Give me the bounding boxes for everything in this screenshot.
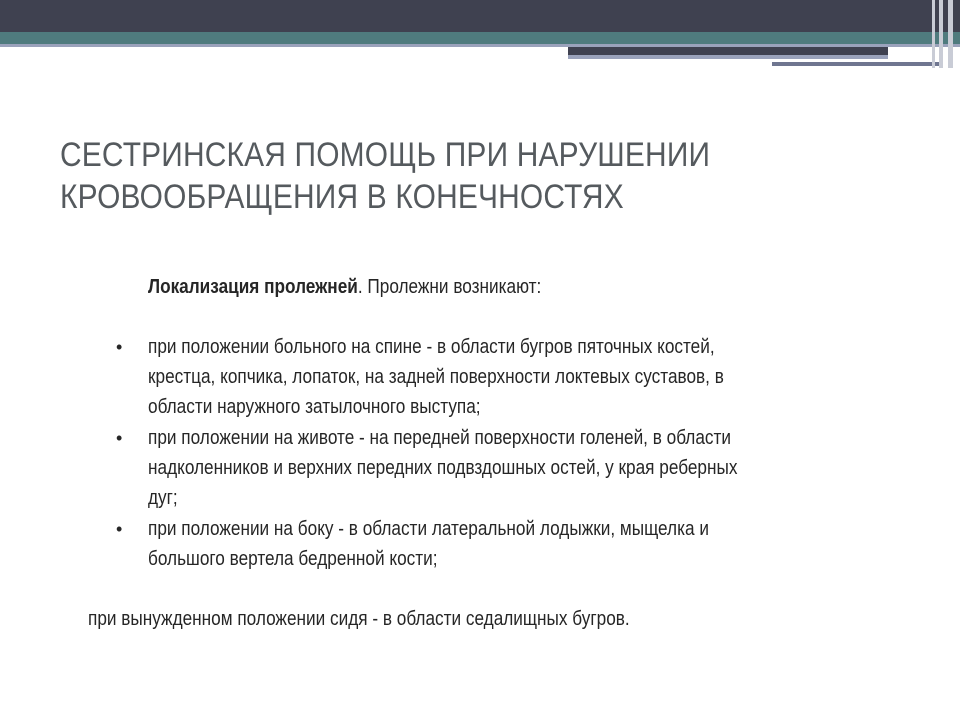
slide-title-line-1: СЕСТРИНСКАЯ ПОМОЩЬ ПРИ НАРУШЕНИИ bbox=[60, 136, 711, 174]
outro-paragraph: при вынужденном положении сидя - в области седалищных бугров. bbox=[88, 608, 630, 630]
bullet-item-1-line-1: при положении больного на спине - в области бугров пяточных костей, bbox=[148, 336, 715, 358]
intro-paragraph bbox=[148, 272, 541, 302]
bullet-icon: • bbox=[116, 337, 123, 357]
bullet-icon: • bbox=[116, 428, 123, 448]
intro-rest: . Пролежни возникают: bbox=[357, 276, 542, 298]
bullet-item-2-line-1: при положении на животе - на передней поверхности голеней, в области bbox=[148, 427, 731, 449]
slide-title-line-2: КРОВООБРАЩЕНИЯ В КОНЕЧНОСТЯХ bbox=[60, 178, 624, 216]
bullet-item-3-line-1: при положении на боку - в области латеральной лодыжки, мыщелка и bbox=[148, 518, 709, 540]
bullet-item-1-line-3: области наружного затылочного выступа; bbox=[148, 396, 481, 418]
bullet-item-2-line-3: дуг; bbox=[148, 487, 178, 509]
bullet-item-2-line-2: надколенников и верхних передних подвздошных остей, у края реберных bbox=[148, 457, 738, 479]
bullet-icon: • bbox=[116, 519, 123, 539]
bullet-item-3-line-2: большого вертела бедренной кости; bbox=[148, 548, 438, 570]
bullet-item-1-line-2: крестца, копчика, лопаток, на задней поверхности локтевых суставов, в bbox=[148, 366, 724, 388]
intro-bold-term: Локализация пролежней bbox=[148, 276, 358, 298]
